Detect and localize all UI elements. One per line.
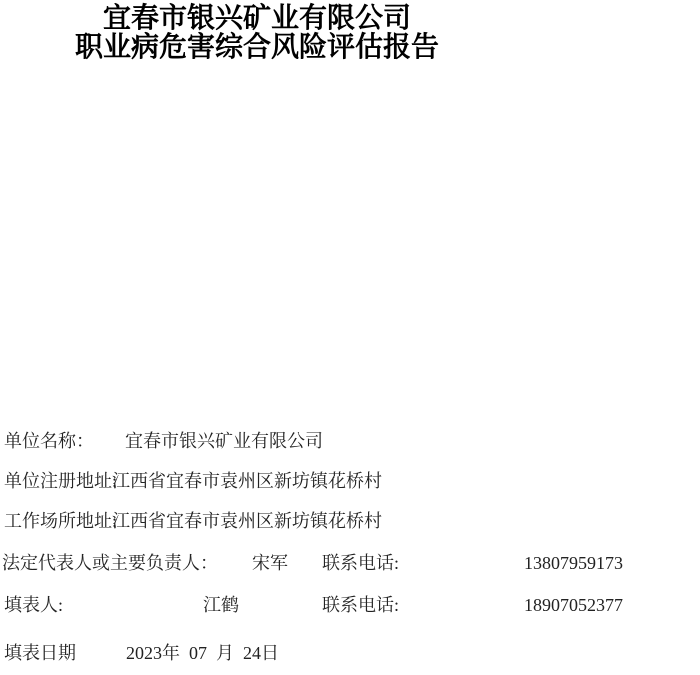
field-legal-representative [0,552,700,576]
form-filler-phone: 18907052377 [524,595,623,615]
fill-date-value: 2023年 07 月 24日 [126,643,279,663]
unit-name-value: 宜春市银兴矿业有限公司 [125,431,323,451]
field-form-filler [0,594,700,618]
field-registered-address [0,470,700,494]
field-unit-name [0,430,700,454]
report-title-line2: 职业病危害综合风险评估报告 [74,31,439,62]
unit-name-label: 单位名称： [4,431,94,451]
legal-representative-label: 法定代表人或主要负责人： [2,553,218,573]
legal-representative-value: 宋军 [252,553,288,573]
workplace-address-value: 江西省宜春市袁州区新坊镇花桥村 [112,511,382,531]
report-title [0,3,514,61]
registered-address-value: 江西省宜春市袁州区新坊镇花桥村 [112,471,382,491]
registered-address-label: 单位注册地址: [4,471,118,491]
report-title-line1: 宜春市银兴矿业有限公司 [102,2,411,33]
field-fill-date [0,642,700,666]
legal-representative-phone: 13807959173 [524,553,623,573]
fill-date-label: 填表日期 [4,643,76,663]
form-filler-label: 填表人: [4,595,64,615]
field-workplace-address [0,510,700,534]
form-filler-phone-label: 联系电话: [322,595,400,615]
legal-representative-phone-label: 联系电话: [322,553,400,573]
workplace-address-label: 工作场所地址: [4,511,118,531]
form-filler-value: 江鹤 [203,595,239,615]
